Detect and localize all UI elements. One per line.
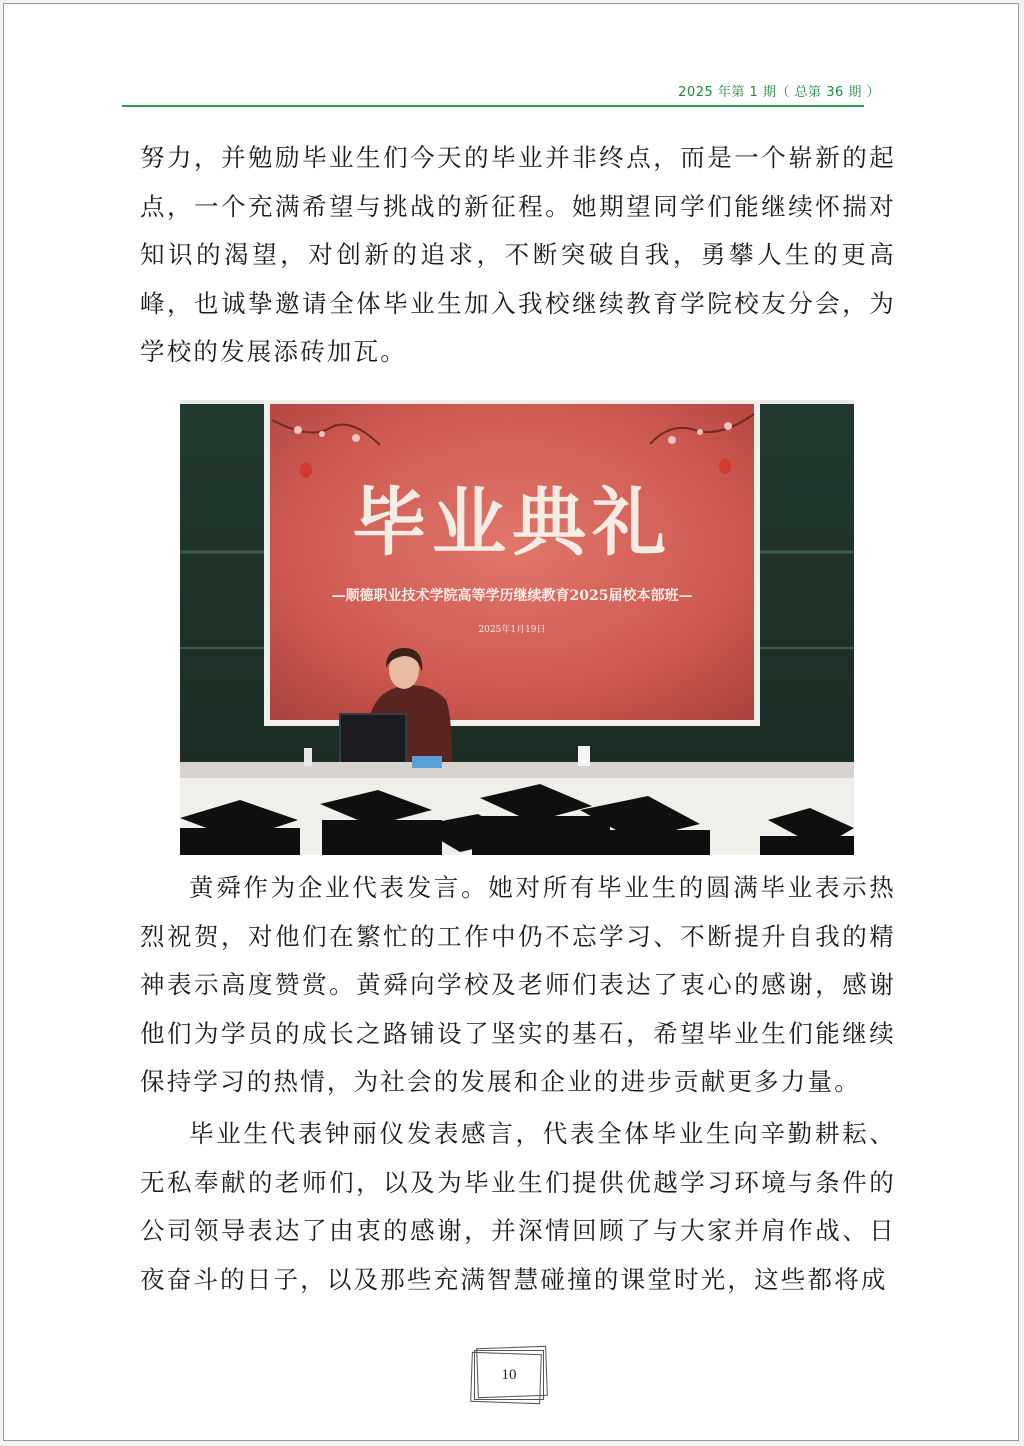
page-number: 10	[501, 1367, 517, 1383]
paragraph-3: 毕业生代表钟丽仪发表感言，代表全体毕业生向辛勤耕耘、无私奉献的老师们，以及为毕业生们提供优越学习环境与条件的公司领导表达了由衷的感谢，并深情回顾了与大家并肩作战、日夜奋斗的日子，以及那些充满智慧碰撞的课堂时光，这些都将成	[140, 1119, 896, 1294]
document-page	[3, 3, 1019, 1441]
monitor	[340, 714, 406, 766]
header-rule	[122, 105, 864, 107]
page-number-box	[474, 1350, 544, 1400]
screen-title: 毕业典礼	[352, 480, 672, 566]
screen-date: 2025年1月19日	[478, 625, 546, 635]
issue-label: 2025 年第 1 期（ 总第 36 期 ）	[678, 85, 880, 100]
paragraph-2: 黄舜作为企业代表发言。她对所有毕业生的圆满毕业表示热烈祝贺，对他们在繁忙的工作中仍不忘学习、不断提升自我的精神表示高度赞赏。黄舜向学校及老师们表达了衷心的感谢，感谢他们为学员的成长之路铺设了坚实的基石，希望毕业生们能继续保持学习的热情，为社会的发展和企业的进步贡献更多力量。	[140, 873, 896, 1097]
screen-subtitle: —顺德职业技术学院高等学历继续教育2025届校本部班—	[331, 588, 693, 604]
graduation-ceremony-photo	[180, 400, 854, 855]
paragraph-1: 努力，并勉励毕业生们今天的毕业并非终点，而是一个崭新的起点，一个充满希望与挑战的新征程。她期望同学们能继续怀揣对知识的渴望，对创新的追求，不断突破自我，勇攀人生的更高峰，也诚挚邀请全体毕业生加入我校继续教育学院校友分会，为学校的发展添砖加瓦。	[140, 143, 896, 367]
